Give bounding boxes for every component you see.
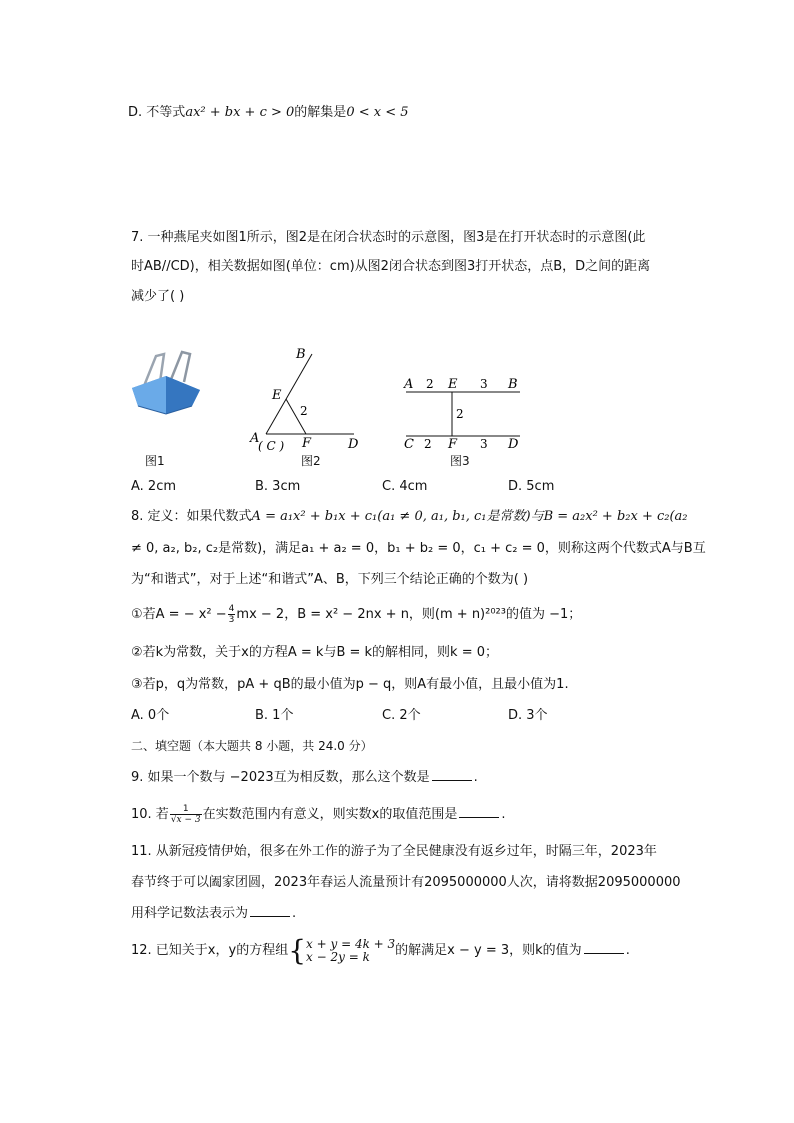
q6d-result: 0 < x < 5 (346, 105, 409, 120)
fig2-label-len: 2 (300, 404, 308, 418)
q8-line1-b: A = a₁x² + b₁x + c₁(a₁ ≠ 0, a₁, b₁, c₁是常数)与B = a₂x² + b₂x + c₂(a₂ (251, 509, 688, 524)
fig2-label-e: E (272, 388, 282, 403)
fig3-label-ae: 2 (426, 377, 434, 391)
fig3-label-f: F (448, 437, 458, 452)
q11-end: . (292, 906, 297, 921)
q7-option-d[interactable]: D. 5cm (508, 479, 555, 494)
q8-line1 (131, 508, 688, 526)
q10-den: √x − 3 (170, 815, 201, 825)
q12-text-b: 的解满足x − y = 3，则k的值为 (395, 943, 582, 958)
binder-clip-image (126, 348, 206, 418)
fig3-label-eb: 3 (480, 377, 488, 391)
q7-line3: 减少了( ) (131, 289, 185, 304)
q12 (131, 933, 630, 967)
fig2-caption: 图2 (301, 454, 321, 468)
q10-text-a: 10. 若 (131, 807, 169, 822)
q8-statement-2: ②若k为常数，关于x的方程A = k与B = k的解相同，则k = 0； (131, 645, 499, 660)
q8-s1-num: 4 (228, 604, 235, 614)
q7-line2: 时AB//CD)，相关数据如图(单位：cm)从图2闭合状态到图3打开状态，点B，D之间的距离 (131, 259, 651, 274)
q8-line2: ≠ 0, a₂, b₂, c₂是常数)，满足a₁ + a₂ = 0，b₁ + b₂ = 0，c₁ + c₂ = 0，则称这两个代数式A与B互 (131, 541, 706, 556)
section-2-heading: 二、填空题（本大题共 8 小题，共 24.0 分） (131, 739, 373, 753)
q6d-label: D. (128, 105, 143, 120)
fig3-label-c: C (404, 437, 414, 452)
q12-eq2: x − 2y = k (306, 949, 370, 964)
fig2-label-b: B (296, 347, 306, 362)
q12-system (306, 938, 395, 964)
q8-s1-den: 3 (228, 615, 235, 625)
q9 (131, 768, 478, 787)
q8-s1-fraction (228, 604, 236, 625)
q7-option-c[interactable]: C. 4cm (382, 479, 428, 494)
q8-statement-3: ③若p，q为常数，pA + qB的最小值为p − q，则A有最小值，且最小值为1. (131, 677, 569, 692)
fig2-label-d: D (348, 437, 359, 452)
q10-end: . (501, 807, 506, 822)
q10-num: 1 (170, 804, 202, 815)
q8-line1-a: 8. 定义：如果代数式 (131, 509, 252, 524)
fig3-label-e: E (448, 377, 458, 392)
q11-line2: 春节终于可以阖家团圆，2023年春运人流量预计有2095000000人次，请将数据2095000000 (131, 875, 681, 890)
q8-s1-a: ①若A = − x² − (131, 607, 227, 622)
q12-text-a: 12. 已知关于x，y的方程组 (131, 943, 289, 958)
q8-option-c[interactable]: C. 2个 (382, 708, 421, 723)
fig3-label-fd: 3 (480, 437, 488, 451)
fig3-caption: 图3 (450, 454, 470, 468)
q11-answer-blank[interactable] (250, 904, 290, 917)
q6d-text-a: 不等式 (146, 105, 186, 120)
fig3-label-a: A (404, 377, 414, 392)
q12-answer-blank[interactable] (584, 941, 624, 954)
figure3-diagram (398, 372, 528, 454)
q9-text: 9. 如果一个数与 −2023互为相反数，那么这个数是 (131, 770, 430, 785)
q7-line1: 7. 一种燕尾夹如图1所示，图2是在闭合状态时的示意图，图3是在打开状态时的示意图(此 (131, 230, 646, 245)
q8-s1-b: mx − 2，B = x² − 2nx + n，则(m + n)²⁰²³的值为 −1； (236, 607, 582, 622)
q6d-text-b: 的解集是 (294, 105, 347, 120)
q12-brace: { (288, 933, 307, 967)
q8-option-d[interactable]: D. 3个 (508, 708, 548, 723)
q10-fraction (170, 804, 202, 825)
fig3-label-cf: 2 (424, 437, 432, 451)
q12-end: . (625, 943, 630, 958)
q11-line3 (131, 904, 296, 923)
q6-option-d (128, 104, 409, 122)
fig2-label-a: A (250, 431, 260, 446)
fig2-label-f: F (302, 436, 312, 451)
figure2-diagram (244, 344, 368, 454)
q10 (131, 804, 505, 825)
q11-line3-text: 用科学记数法表示为 (131, 906, 249, 921)
q11-line1: 11. 从新冠疫情伊始，很多在外工作的游子为了全民健康没有返乡过年，时隔三年，2023年 (131, 844, 657, 859)
q10-text-b: 在实数范围内有意义，则实数x的取值范围是 (202, 807, 458, 822)
q7-option-b[interactable]: B. 3cm (255, 479, 301, 494)
fig2-label-c: ( C ) (258, 439, 285, 453)
fig3-label-ef: 2 (456, 407, 464, 421)
q8-line3: 为“和谐式”，对于上述“和谐式”A、B，下列三个结论正确的个数为( ) (131, 572, 529, 587)
q8-statement-1 (131, 604, 581, 625)
fig3-label-d: D (508, 437, 519, 452)
q7-option-a[interactable]: A. 2cm (131, 479, 177, 494)
fig1-caption: 图1 (145, 454, 165, 468)
q8-option-a[interactable]: A. 0个 (131, 708, 170, 723)
fig3-label-b: B (508, 377, 518, 392)
q8-option-b[interactable]: B. 1个 (255, 708, 294, 723)
q9-answer-blank[interactable] (432, 768, 472, 781)
q6d-expr: ax² + bx + c > 0 (185, 105, 295, 120)
q9-end: . (473, 770, 478, 785)
q10-answer-blank[interactable] (459, 805, 499, 818)
q12-eq1: x + y = 4k + 3 (306, 936, 396, 951)
